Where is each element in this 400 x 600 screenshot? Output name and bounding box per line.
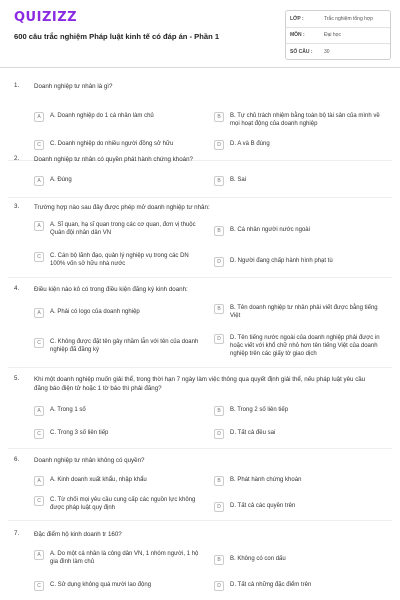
question-divider [8, 277, 392, 278]
question-divider [8, 520, 392, 521]
option-letter: C [34, 140, 44, 150]
option-b [214, 476, 380, 486]
question-number: 3. [14, 203, 20, 210]
option-text: B. Trong 2 số liên tiếp [230, 407, 289, 413]
option-text: D. Tất cả đều sai [230, 430, 276, 436]
option-text: D. Tên tiếng nước ngoài của doanh nghiệp phải được in hoặc viết với khổ chữ nhỏ hơn tên tiếng Việt của doanh nghiệp trên các giấy tờ giao dịch [230, 335, 380, 357]
option-a [34, 176, 200, 186]
option-a [34, 550, 200, 566]
question-text: Điều kiện nào kô có trong điều kiện đăng ký kinh doanh: [34, 286, 188, 293]
option-letter: D [214, 502, 224, 512]
question-number: 7. [14, 530, 20, 537]
option-text: C. Cán bộ lãnh đạo, quản lý nghiệp vụ trong các DN 100% vốn sở hữu nhà nước [50, 253, 189, 267]
option-text: B. Sai [230, 177, 247, 183]
option-letter: A [34, 308, 44, 318]
option-letter: C [34, 252, 44, 262]
option-letter: C [34, 581, 44, 591]
option-text: C. Trong 3 số liên tiếp [50, 430, 109, 436]
option-letter: B [214, 476, 224, 486]
option-letter: B [214, 112, 224, 122]
option-text: A. Do một cá nhân là công dân VN, 1 nhóm người, 1 hộ gia đình làm chủ [50, 551, 199, 565]
option-b [214, 555, 380, 565]
option-letter: B [214, 304, 224, 314]
option-letter: A [34, 406, 44, 416]
option-text: D. Tất cả những đặc điểm trên [230, 582, 312, 588]
info-box [285, 10, 391, 60]
option-letter: B [214, 555, 224, 565]
option-b [214, 304, 380, 320]
option-letter: D [214, 581, 224, 591]
option-d [214, 581, 380, 591]
option-c [34, 252, 200, 268]
option-letter: D [214, 140, 224, 150]
option-letter: C [34, 429, 44, 439]
option-letter: D [214, 429, 224, 439]
option-text: C. Từ chối mọi yêu cầu cung cấp các nguồn lực không được pháp luật quy định [50, 497, 196, 511]
question-text: Doanh nghiệp tư nhân có quyền phát hành chứng khoán? [34, 156, 193, 163]
option-b [214, 226, 380, 236]
document-header [0, 0, 400, 68]
option-text: A. Doanh nghiệp do 1 cá nhân làm chủ [50, 113, 154, 119]
option-a [34, 406, 200, 416]
option-letter: A [34, 221, 44, 231]
option-letter: C [34, 338, 44, 348]
option-text: A. Phải có logo của doanh nghiệp [50, 309, 140, 315]
info-value: 30 [324, 49, 330, 56]
option-d [214, 334, 380, 358]
question-text: Khi một doanh nghiệp muốn giải thể, trong thời hạn 7 ngày làm việc thông qua quyết định giải thể, nếu pháp luật yêu cầu đăng báo điện tử hoặc 1 tờ báo thì phải đăng? [34, 376, 366, 392]
option-text: B. Tự chủ trách nhiệm bằng toàn bộ tài sản của mình về mọi hoạt động của doanh nghiệp [230, 113, 380, 127]
option-text: A. Đúng [50, 177, 72, 183]
question-number: 1. [14, 82, 20, 89]
option-d [214, 502, 380, 512]
option-letter: A [34, 476, 44, 486]
option-letter: B [214, 406, 224, 416]
option-d [214, 257, 380, 267]
option-a [34, 476, 200, 486]
option-text: C. Doanh nghiệp do nhiều người đồng sở hữu [50, 141, 174, 147]
info-key: MÔN : [290, 32, 305, 39]
question-text: Doanh nghiệp tư nhân không có quyền? [34, 457, 145, 464]
question-divider [8, 367, 392, 368]
option-a [34, 221, 200, 237]
option-a [34, 308, 200, 318]
option-text: A. Kinh doanh xuất khẩu, nhập khẩu [50, 477, 147, 483]
option-letter: D [214, 334, 224, 344]
question-number: 4. [14, 285, 20, 292]
option-c [34, 140, 200, 150]
option-text: D. Người đang chấp hành hình phạt tù [230, 258, 333, 264]
question-text: Doanh nghiệp tư nhân là gì? [34, 83, 113, 90]
question-text: Đặc điểm hộ kinh doanh tr 160? [34, 531, 122, 538]
option-b [214, 406, 380, 416]
option-text: A. Sĩ quan, hạ sĩ quan trong các cơ quan, đơn vị thuộc Quân đội nhân dân VN [50, 222, 196, 236]
info-key: SỐ CÂU : [290, 49, 313, 56]
option-d [214, 429, 380, 439]
option-text: B. Phát hành chứng khoán [230, 477, 302, 483]
option-text: C. Không được đặt tên gây nhầm lẫn với tên của doanh nghiệp đã đăng ký [50, 339, 199, 353]
document-title: 600 câu trắc nghiệm Pháp luật kinh tế có đáp án - Phần 1 [14, 32, 220, 41]
question-number: 2. [14, 155, 20, 162]
option-letter: A [34, 176, 44, 186]
option-c [34, 496, 200, 512]
option-c [34, 429, 200, 439]
option-text: D. Tất cả các quyền trên [230, 503, 296, 509]
question-divider [8, 197, 392, 198]
option-letter: C [34, 496, 44, 506]
option-c [34, 581, 200, 591]
info-value: Trắc nghiệm tổng hợp [324, 15, 373, 22]
option-letter: A [34, 550, 44, 560]
question-number: 5. [14, 375, 20, 382]
option-letter: A [34, 112, 44, 122]
option-letter: B [214, 176, 224, 186]
info-key: LỚP : [290, 15, 304, 22]
option-letter: D [214, 257, 224, 267]
info-row-class [286, 11, 390, 28]
option-b [214, 112, 380, 128]
option-b [214, 176, 380, 186]
option-d [214, 140, 380, 150]
info-row-subject [286, 28, 390, 45]
question-text: Trường hợp nào sau đây được phép mở doanh nghiệp tư nhân: [34, 204, 210, 211]
option-letter: B [214, 226, 224, 236]
info-row-count [286, 44, 390, 61]
option-text: B. Tên doanh nghiệp tư nhân phải viết được bằng tiếng Việt [230, 305, 378, 319]
question-divider [8, 448, 392, 449]
option-text: C. Sử dụng không quá mười lao động [50, 582, 152, 588]
question-number: 6. [14, 456, 20, 463]
info-value: Đại học [324, 32, 341, 39]
option-text: B. Không có con dấu [230, 556, 286, 562]
option-text: B. Cá nhân người nước ngoài [230, 227, 310, 233]
option-text: A. Trong 1 số [50, 407, 86, 413]
option-text: D. A và B đúng [230, 141, 270, 147]
quizizz-logo: QUIZIZZ [14, 10, 78, 25]
option-a [34, 112, 200, 122]
option-c [34, 338, 200, 354]
